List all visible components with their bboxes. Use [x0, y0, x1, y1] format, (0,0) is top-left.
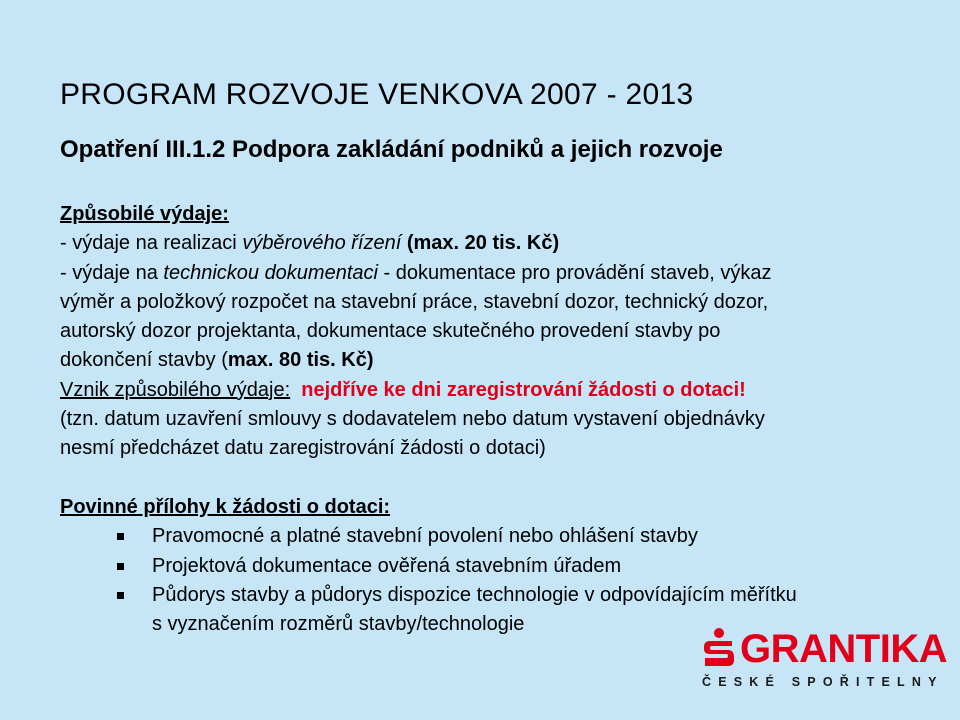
list-item — [60, 552, 940, 581]
list-item-text: Půdorys stavby a půdorys dispozice technologie v odpovídajícím měřítku — [152, 583, 797, 606]
item2-limit: max. 80 tis. Kč) — [227, 349, 374, 372]
spacer — [60, 464, 940, 493]
logo-tagline: ČESKÉ SPOŘITELNY — [702, 675, 944, 689]
note-line-2: nesmí předcházet datu zaregistrování žádosti o dotaci) — [60, 437, 546, 460]
expense-origin-value: nejdříve ke dni zaregistrování žádosti o dotaci! — [301, 378, 746, 401]
item1-prefix: - výdaje na realizaci — [60, 232, 243, 255]
grantika-logo — [700, 627, 948, 692]
subtitle: Opatření III.1.2 Podpora zakládání podniků a jejich rozvoje — [60, 136, 723, 163]
item1-italic: výběrového řízení — [242, 232, 402, 255]
ceska-sporitelna-s-icon — [702, 628, 736, 668]
list-item — [60, 581, 940, 610]
eligible-item-2-line-3: autorský dozor projektanta, dokumentace skutečného provedení stavby po — [60, 320, 721, 343]
item2-text-1: - dokumentace pro provádění staveb, výkaz — [377, 261, 772, 284]
expense-origin-label: Vznik způsobilého výdaje: — [60, 378, 291, 401]
eligible-item-1 — [60, 229, 940, 258]
logo-wordmark: GRANTIKA — [740, 627, 948, 671]
list-item — [60, 522, 940, 551]
attachments-heading: Povinné přílohy k žádosti o dotaci: — [60, 495, 391, 518]
list-item-text: Projektová dokumentace ověřená stavebním úřadem — [152, 554, 622, 577]
expense-origin — [60, 376, 940, 405]
eligible-expenses-heading: Způsobilé výdaje: — [60, 203, 229, 225]
eligible-item-2-line-2: výměr a položkový rozpočet na stavební práce, stavební dozor, technický dozor, — [60, 290, 769, 313]
item2-prefix: - výdaje na — [60, 261, 164, 284]
item2-text-4: dokončení stavby ( — [60, 349, 228, 372]
attachments-list — [60, 522, 940, 639]
list-item-text: s vyznačením rozměrů stavby/technologie — [152, 613, 525, 636]
item2-italic: technickou dokumentaci — [163, 261, 378, 284]
note-line-1: (tzn. datum uzavření smlouvy s dodavatelem nebo datum vystavení objednávky — [60, 408, 765, 431]
eligible-item-2-line-4 — [60, 346, 940, 375]
eligible-item-2 — [60, 259, 940, 288]
content-body — [60, 200, 940, 639]
list-item-text: Pravomocné a platné stavební povolení nebo ohlášení stavby — [152, 525, 698, 548]
item1-limit: (max. 20 tis. Kč) — [401, 232, 560, 255]
page-title: PROGRAM ROZVOJE VENKOVA 2007 - 2013 — [60, 78, 694, 111]
bullet-icon — [117, 563, 124, 570]
bullet-icon — [117, 592, 124, 599]
bullet-icon — [117, 533, 124, 540]
